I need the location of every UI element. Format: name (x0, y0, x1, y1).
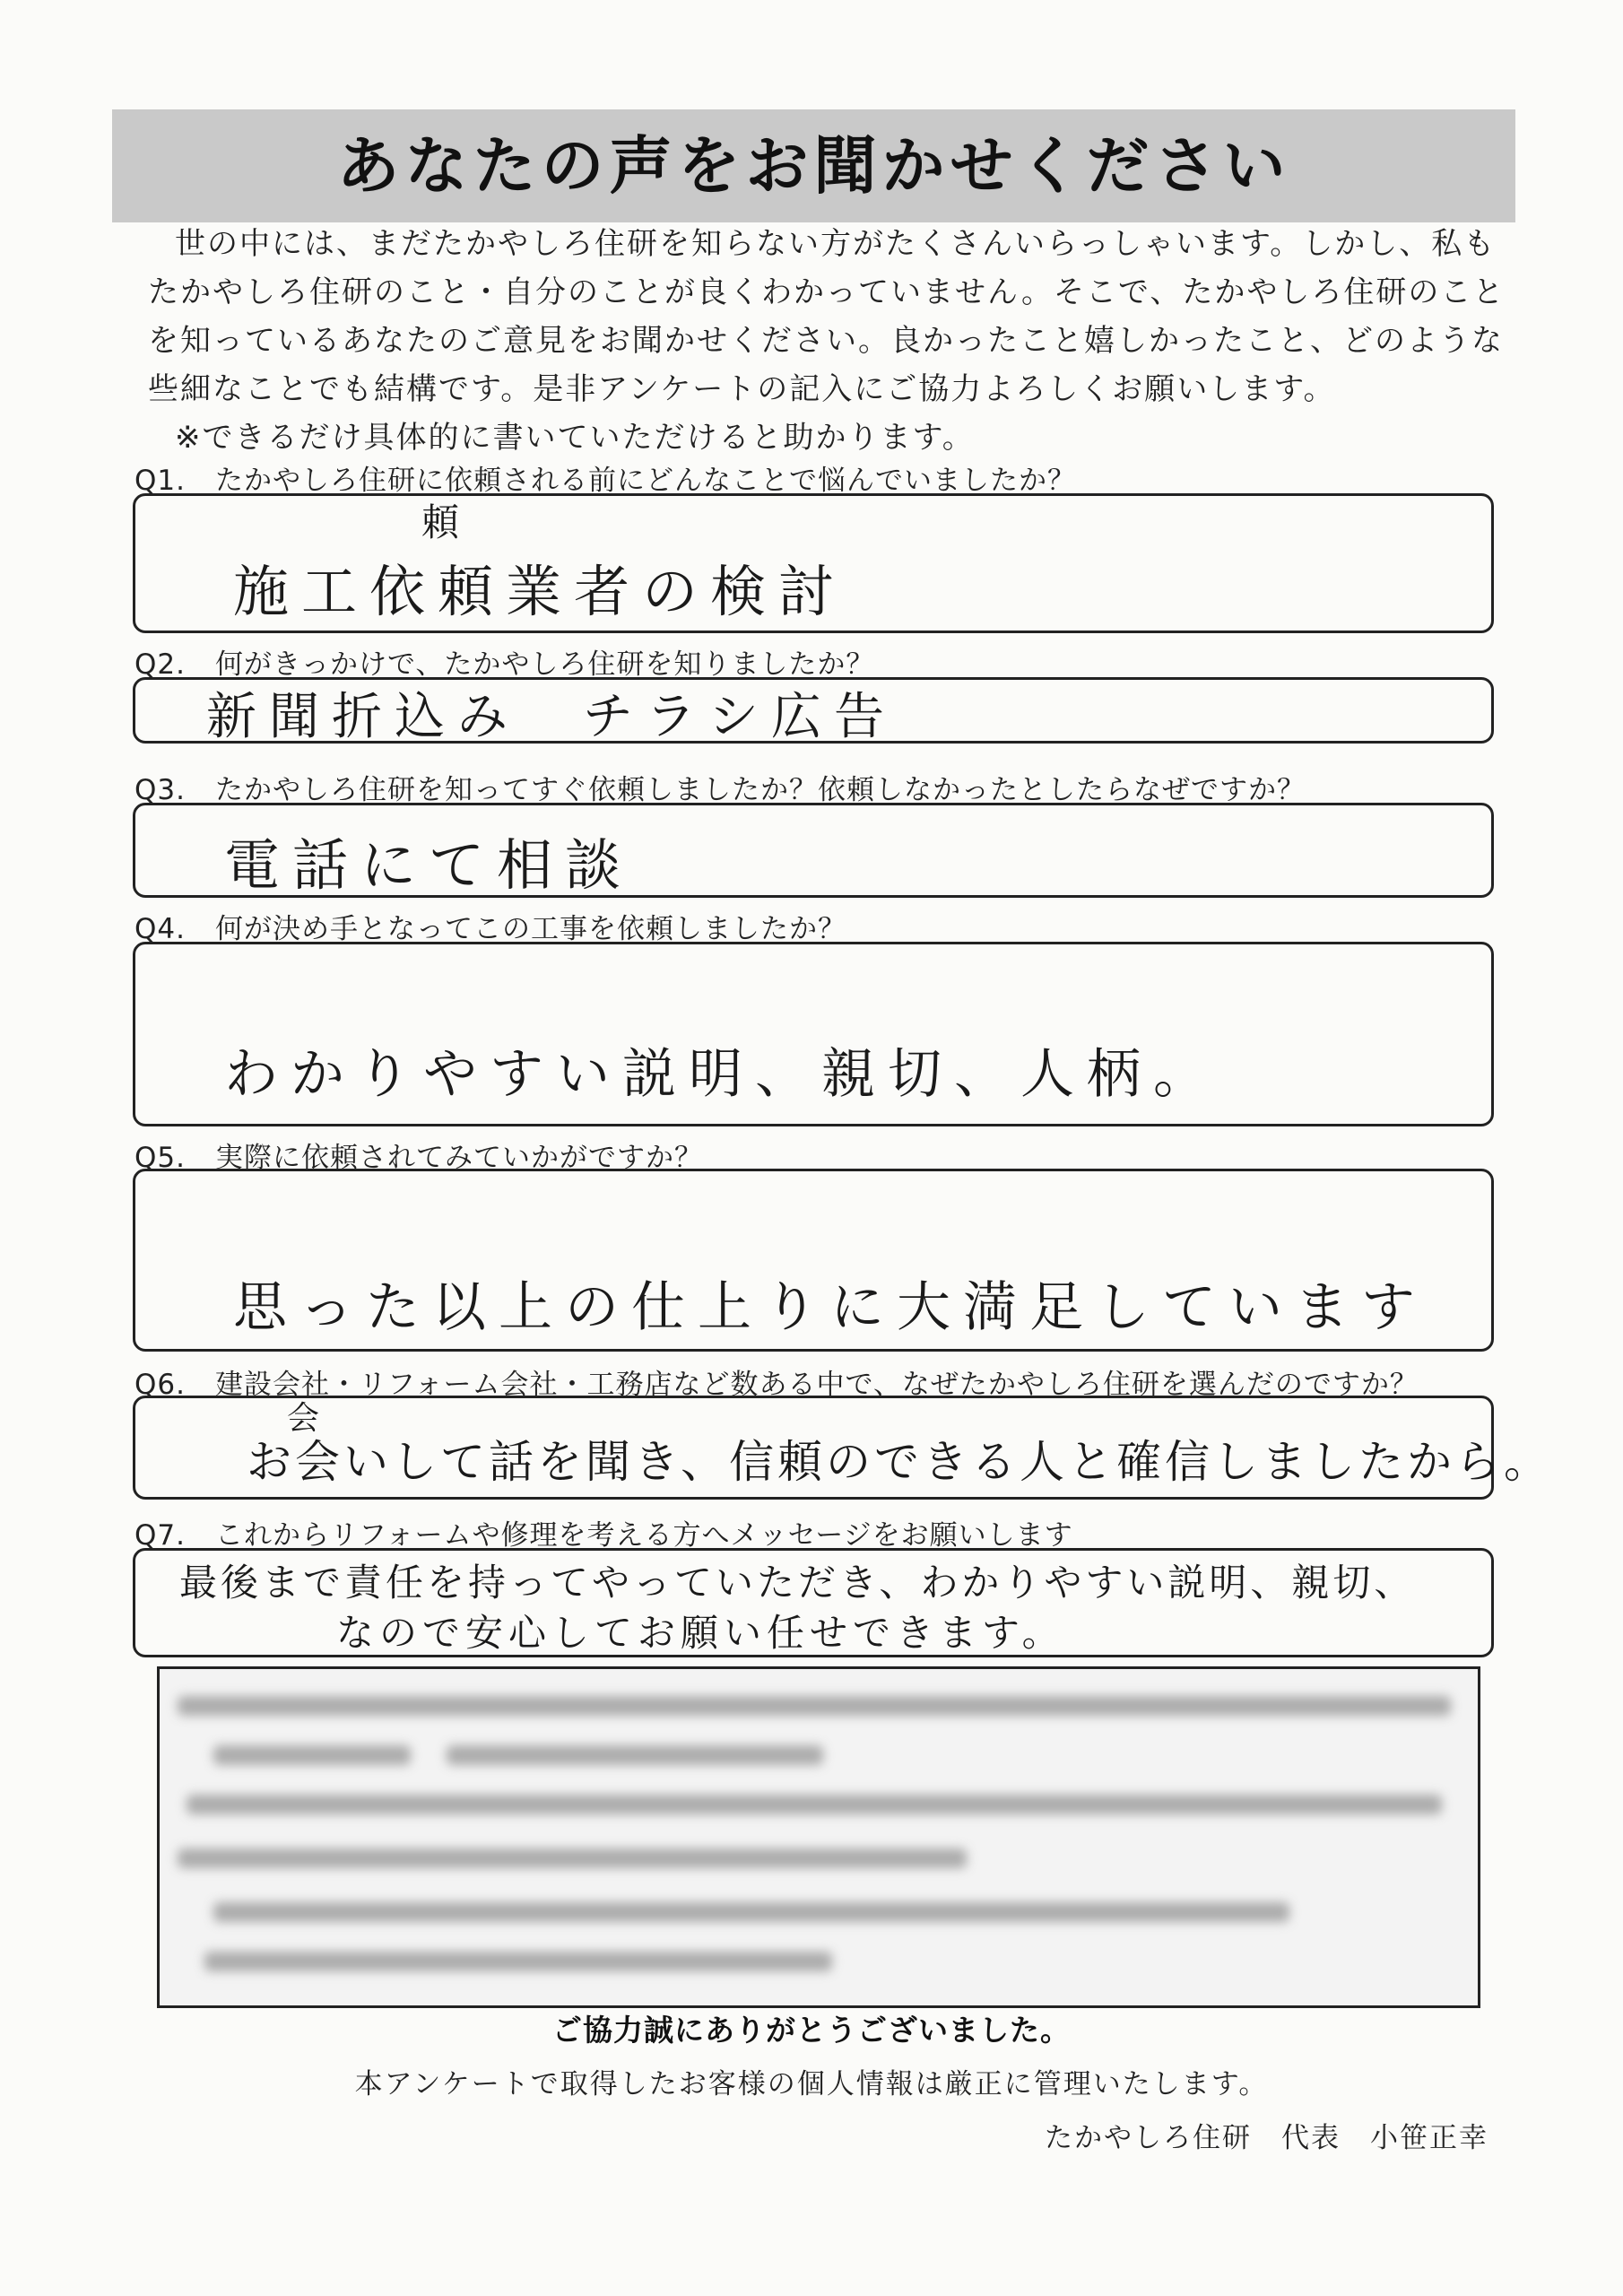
question-number: Q1. (135, 465, 186, 497)
question-7 (135, 1512, 1073, 1552)
question-text: 実際に依頼されてみていかがですか？ (215, 1142, 703, 1174)
blurred-line (213, 1902, 1289, 1922)
question-text: たかやしろ住研に依頼される前にどんなことで悩んでいましたか？ (215, 465, 1076, 497)
question-4 (135, 906, 846, 946)
title-bar (112, 109, 1515, 222)
blurred-line (447, 1745, 823, 1765)
intro-note: ※できるだけ具体的に書いていただけると助かります。 (175, 420, 975, 456)
blurred-line (204, 1952, 832, 1971)
answer-handwriting: 最後まで責任を持ってやっていただき、わかりやすい説明、親切、 (179, 1561, 1416, 1605)
question-number: Q7. (135, 1519, 186, 1552)
question-number: Q6. (135, 1369, 186, 1401)
question-text: 建設会社・リフォーム会社・工務店など数ある中で、なぜたかやしろ住研を選んだのですか？ (215, 1369, 1419, 1401)
intro-line: を知っているあなたのご意見をお聞かせください。良かったこと嬉しかったこと、どのような (148, 323, 1504, 359)
intro-line: 些細なことでも結構です。是非アンケートの記入にご協力よろしくお願いします。 (148, 371, 1336, 407)
question-number: Q5. (135, 1142, 186, 1174)
question-text: たかやしろ住研を知ってすぐ依頼しましたか？依頼しなかったとしたらなぜですか？ (215, 774, 1306, 806)
privacy-notice: 本アンケートで取得したお客様の個人情報は厳正に管理いたします。 (354, 2068, 1269, 2100)
question-1 (135, 457, 1076, 498)
answer-handwriting: わかりやすい説明、親切、人柄。 (224, 1043, 1219, 1106)
intro-line: たかやしろ住研のこと・自分のことが良くわかっていません。そこで、たかやしろ住研のこと (148, 274, 1506, 310)
answer-handwriting: なので安心してお願い任せできます。 (336, 1611, 1065, 1655)
question-number: Q3. (135, 774, 186, 806)
answer-handwriting: 施工依頼業者の検討 (233, 559, 847, 624)
answer-handwriting: 電話にて相談 (224, 832, 634, 898)
blurred-line (178, 1848, 967, 1868)
thanks-message: ご協力誠にありがとうございました。 (552, 2013, 1071, 2048)
answer-insertion-mark: 会 (287, 1400, 333, 1437)
question-text: 何が決め手となってこの工事を依頼しましたか？ (215, 913, 846, 945)
answer-handwriting: 新聞折込み チラシ広告 (206, 688, 897, 746)
answer-insertion-mark: 頼 (421, 500, 473, 544)
page-title: あなたの声をお聞かせください (336, 129, 1291, 203)
signature: たかやしろ住研 代表 小笹正幸 (1045, 2122, 1488, 2154)
answer-handwriting: お会いして話を聞き、信頼のできる人と確信しましたから。 (247, 1436, 1552, 1488)
blurred-line (178, 1696, 1451, 1716)
question-2 (135, 641, 874, 682)
question-number: Q4. (135, 913, 186, 945)
blurred-personal-info (157, 1666, 1480, 2008)
intro-line: 世の中には、まだたかやしろ住研を知らない方がたくさんいらっしゃいます。しかし、私も (175, 226, 1497, 262)
question-3 (135, 767, 1306, 807)
question-number: Q2. (135, 648, 186, 681)
question-text: これからリフォームや修理を考える方へメッセージをお願いします (215, 1519, 1073, 1552)
question-text: 何がきっかけで、たかやしろ住研を知りましたか？ (215, 648, 875, 681)
intro-text (148, 220, 1506, 462)
blurred-line (213, 1745, 411, 1765)
answer-handwriting: 思った以上の仕上りに大満足しています (233, 1276, 1428, 1339)
blurred-line (187, 1795, 1442, 1814)
